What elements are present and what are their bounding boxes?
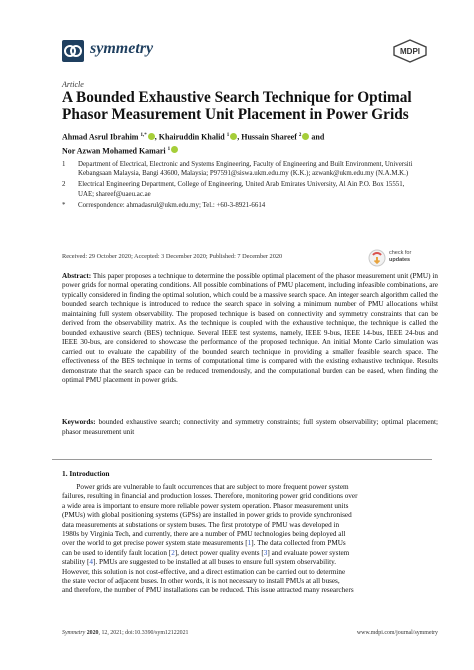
body-line — [62, 511, 438, 520]
body-text: However, this solution is not cost-effective, and a direct estimation can be carried out to determine — [62, 567, 346, 576]
footer-journal-url[interactable]: www.mdpi.com/journal/symmetry — [356, 630, 438, 636]
body-text: failures, resulting in financial and production losses. Therefore, monitoring power grid conditions over — [62, 492, 358, 501]
body-text: and therefore, the number of PMU installations can be reduced. This issue attracted many researchers — [62, 586, 354, 595]
publisher-name: MDPI — [400, 47, 420, 56]
body-text: ]. The data collected from PMUs — [251, 539, 346, 548]
check-updates-icon — [368, 249, 386, 267]
keywords-label: Keywords: — [62, 418, 96, 426]
orcid-icon[interactable] — [171, 146, 178, 153]
body-line — [62, 568, 438, 577]
body-line — [62, 586, 438, 595]
paper-title: A Bounded Exhaustive Search Technique for Optimal Phasor Measurement Unit Placement in Power Grids — [62, 89, 412, 123]
body-line — [62, 530, 438, 539]
orcid-icon[interactable] — [148, 133, 155, 140]
body-text: ], detect power quality events [ — [174, 548, 264, 557]
body-text: Power grids are vulnerable to fault occurrences that are subject to more frequent power system — [62, 483, 349, 491]
affiliation-text: Electrical Engineering Department, College of Engineering, United Arab Emirates University, Al Ain P.O. Box 15551, UAE; shareef@uaeu.ac.ae — [78, 181, 405, 198]
footer-citation — [62, 630, 189, 636]
author-conjunction: and — [311, 132, 325, 142]
affiliations — [62, 160, 422, 212]
footer-journal: Symmetry — [62, 630, 86, 636]
article-type: Article — [62, 80, 84, 89]
affiliation-item — [62, 160, 422, 178]
abstract-label: Abstract: — [62, 272, 92, 280]
author-list: Ahmad Asrul Ibrahim $^{1,*}$ , Khairuddin Khalid $^1$ , Hussain Shareef $^2$ and Nor Azwan Mohamed Kamari $^1$ — [62, 132, 325, 156]
body-line — [62, 521, 438, 530]
affiliation-marker: 1 — [62, 161, 66, 168]
body-text: stability [ — [62, 558, 90, 567]
author-name: Nor Azwan Mohamed Kamari — [62, 146, 168, 156]
citation-link[interactable]: 4 — [89, 558, 93, 567]
footer-year: 2020 — [86, 630, 99, 636]
author-superscript: 1,* — [140, 133, 147, 138]
affiliation-item — [62, 180, 422, 198]
author-superscript: 1 — [167, 146, 171, 152]
introduction-body — [62, 483, 438, 596]
author-name: Khairuddin Khalid — [158, 132, 227, 142]
body-text: ]. PMUs are suggested to be installed at all buses to ensure full system observability. — [92, 558, 337, 567]
citation-link[interactable]: 3 — [263, 548, 268, 557]
author-superscript: 2 — [298, 133, 302, 138]
body-text: can be used to identify fault location [ — [62, 548, 172, 557]
body-text: data measurements at substations or system buses. The first prototype of PMU was developed in — [62, 520, 340, 529]
check-updates-line2: updates — [389, 256, 411, 263]
body-text: a wide area is important to ensure more reliable power system operation. Phasor measurement units — [62, 501, 349, 510]
body-text: over the world to get precise power system state measurements [ — [62, 539, 248, 548]
section-heading: 1. Introduction — [62, 469, 110, 478]
body-text: 1980s by Virginia Tech, and currently, there are a number of PMU technologies being deployed all — [62, 530, 346, 539]
body-line — [62, 577, 438, 586]
keywords — [62, 418, 438, 437]
author-name: Hussain Shareef — [241, 132, 299, 142]
affiliation-text: Department of Electrical, Electronic and Systems Engineering, Faculty of Engineering and Built Environment, Universiti Kebangsaan Malaysia, Bangi 43600, Malaysia; P97591@siswa.ukm.edu.my (K.K.); azwank@ukm.edu.my (N.A.M.K.) — [78, 161, 413, 178]
citation-link[interactable]: 2 — [171, 548, 175, 557]
orcid-icon[interactable] — [230, 133, 237, 140]
body-text: the state vector of adjacent buses. In other words, it is not necessary to install PMUs at all buses, — [62, 577, 340, 586]
section-divider — [52, 459, 432, 460]
mdpi-logo-icon — [392, 39, 428, 63]
correspondence-text: Correspondence: ahmadasrul@ukm.edu.my; Tel.: +60-3-8921-6614 — [78, 201, 266, 209]
orcid-icon[interactable] — [302, 133, 309, 140]
citation-link[interactable]: 1 — [247, 539, 252, 548]
body-line — [62, 539, 438, 548]
affiliation-marker: * — [62, 201, 66, 209]
check-updates-line1: check for — [389, 250, 412, 256]
body-line — [62, 502, 438, 511]
footer-doi: , 12, 2021; doi:10.3390/sym12122021 — [98, 630, 189, 636]
author-name: Ahmad Asrul Ibrahim — [62, 132, 141, 142]
body-line — [62, 483, 438, 492]
check-for-updates-button[interactable] — [368, 248, 438, 268]
body-line — [62, 549, 438, 558]
publication-dates: Received: 29 October 2020; Accepted: 3 December 2020; Published: 7 December 2020 — [62, 253, 283, 260]
keywords-text: bounded exhaustive search; connectivity and symmetry constraints; full system observability; optimal placement; phasor measurement unit — [62, 418, 439, 436]
abstract-text: This paper proposes a technique to determine the possible optimal placement of the phasor measurement unit (PMU) in power grids for normal operating conditions. All possible combinations of PMU placement, including infeasible combinations, are typically considered in finding the optimal solution, which could be a massive search space. An integer search algorithm called the bounded search technique is introduced to reduce the search space in solving a minimum number of PMU allocations whilst maintaining full system observability. The proposed technique is based on connectivity and symmetry constraints that can be derived from the observability matrix. As the technique is coupled with the exhaustive technique, the technique is called the bounded exhaustive search (BES) technique. Several IEEE test systems, namely, IEEE 9-bus, IEEE 14-bus, IEEE 24-bus and IEEE 30-bus, are considered to showcase the performance of the proposed technique. An initial Monte Carlo simulation was carried out to evaluate the capability of the bounded search technique in providing a smaller feasible search space. The effectiveness of the BES technique in terms of computational time is compared with the existing exhaustive technique. Results demonstrate that the search space can be reduced tremendously, and the computational burden can be eased, when finding the optimal PMU placement in power grids. — [62, 272, 438, 384]
journal-name: symmetry — [90, 40, 154, 57]
abstract — [62, 272, 438, 385]
correspondence-item — [62, 201, 422, 210]
body-line — [62, 492, 438, 501]
body-text: (PMUs) with global positioning systems (GPSs) are installed in power grids to provide synchronised — [62, 511, 352, 520]
author-superscript: 1 — [226, 133, 230, 138]
body-line — [62, 558, 438, 567]
affiliation-marker: 2 — [62, 181, 66, 189]
symmetry-logo-icon — [62, 40, 84, 62]
body-text: ] and evaluate power system — [267, 548, 350, 557]
